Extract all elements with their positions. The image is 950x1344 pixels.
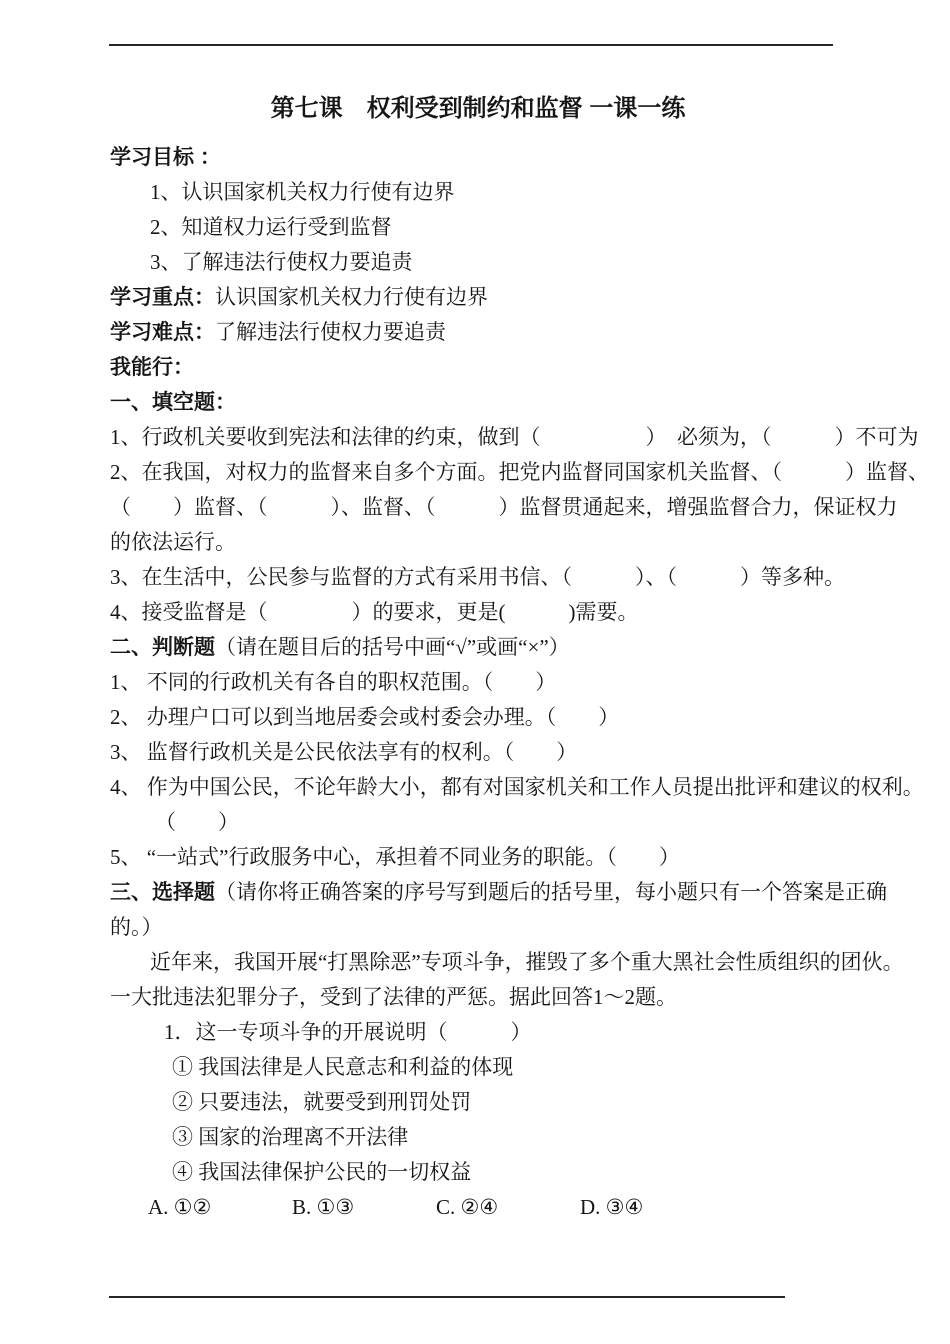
multiple-choice-heading-note: （请你将正确答案的序号写到题后的括号里，每小题只有一个答案是正确 (215, 880, 887, 904)
key-point-text: 认识国家机关权力行使有边界 (215, 285, 488, 309)
true-false-question: 2、 办理户口可以到当地居委会或村委会办理。（ ） (110, 705, 620, 729)
answer-choice: C. ②④ (436, 1195, 499, 1219)
learning-objective-item: 2、知道权力运行受到监督 (150, 215, 392, 239)
learning-objective-item: 1、认识国家机关权力行使有边界 (150, 180, 455, 204)
footer-rule (109, 1296, 785, 1298)
question-option: ① 我国法律是人民意志和利益的体现 (172, 1055, 514, 1079)
fill-in-blank-question: 1、行政机关要收到宪法和法律的约束，做到（ ） 必须为，（ ）不可为 (110, 425, 919, 449)
difficult-point-text: 了解违法行使权力要追责 (215, 320, 446, 344)
fill-in-blanks-heading-label: 一、填空题： (110, 391, 236, 414)
learning-objectives-heading (110, 140, 846, 175)
answer-choice: A. ①② (148, 1195, 212, 1219)
key-point-label: 学习重点： (110, 286, 215, 309)
true-false-heading (110, 630, 846, 665)
multiple-choice-heading-label: 三、选择题 (110, 881, 215, 904)
header-rule (109, 44, 833, 46)
reading-passage-line: 近年来，我国开展“打黑除恶”专项斗争，摧毁了多个重大黑社会性质组织的团伙。 (150, 950, 904, 974)
question-option: ④ 我国法律保护公民的一切权益 (172, 1160, 472, 1184)
fill-in-blank-question: 3、在生活中，公民参与监督的方式有采用书信、（ ）、（ ）等多种。 (110, 565, 845, 589)
multiple-choice-heading (110, 875, 887, 910)
question-stem: 1．这一专项斗争的开展说明（ ） (164, 1020, 532, 1044)
true-false-question: 3、 监督行政机关是公民依法享有的权利。（ ） (110, 740, 578, 764)
i-can-do-heading (110, 350, 846, 385)
answer-choice: B. ①③ (292, 1195, 355, 1219)
true-false-heading-label: 二、判断题 (110, 636, 215, 659)
fill-in-blank-question-continuation: （ ）监督、（ ）、监督、（ ）监督贯通起来，增强监督合力，保证权力 (110, 495, 898, 519)
key-point-line (110, 280, 846, 315)
question-option: ③ 国家的治理离不开法律 (172, 1125, 409, 1149)
learning-objectives-heading-label: 学习目标 ： (110, 146, 221, 169)
multiple-choice-heading-note-continuation: 的。） (110, 915, 163, 939)
i-can-do-heading-label: 我能行： (110, 356, 194, 379)
fill-in-blank-question-continuation: 的依法运行。 (110, 530, 236, 554)
true-false-question: 4、 作为中国公民，不论年龄大小，都有对国家机关和工作人员提出批评和建议的权利。 (110, 775, 924, 799)
fill-in-blanks-heading (110, 385, 846, 420)
fill-in-blank-question: 2、在我国，对权力的监督来自多个方面。把党内监督同国家机关监督、（ ）监督、 (110, 460, 929, 484)
true-false-heading-note: （请在题目后的括号中画“√”或画“×”） (215, 635, 570, 659)
true-false-question: 5、 “一站式”行政服务中心，承担着不同业务的职能。（ ） (110, 845, 680, 869)
question-option: ② 只要违法，就要受到刑罚处罚 (172, 1090, 472, 1114)
difficult-point-label: 学习难点： (110, 321, 215, 344)
difficult-point-line (110, 315, 846, 350)
answer-choice: D. ③④ (580, 1195, 644, 1219)
true-false-question-continuation: （ ） (155, 810, 239, 834)
worksheet-content (110, 90, 929, 1225)
fill-in-blank-question: 4、接受监督是（ ）的要求，更是( )需要。 (110, 600, 639, 624)
reading-passage-line: 一大批违法犯罪分子，受到了法律的严惩。据此回答1～2题。 (110, 985, 677, 1009)
true-false-question: 1、 不同的行政机关有各自的职权范围。（ ） (110, 670, 557, 694)
answer-choices-row (110, 1190, 846, 1225)
document-title: 第七课 权利受到制约和监督 一课一练 (270, 95, 686, 122)
learning-objective-item: 3、了解违法行使权力要追责 (150, 250, 413, 274)
